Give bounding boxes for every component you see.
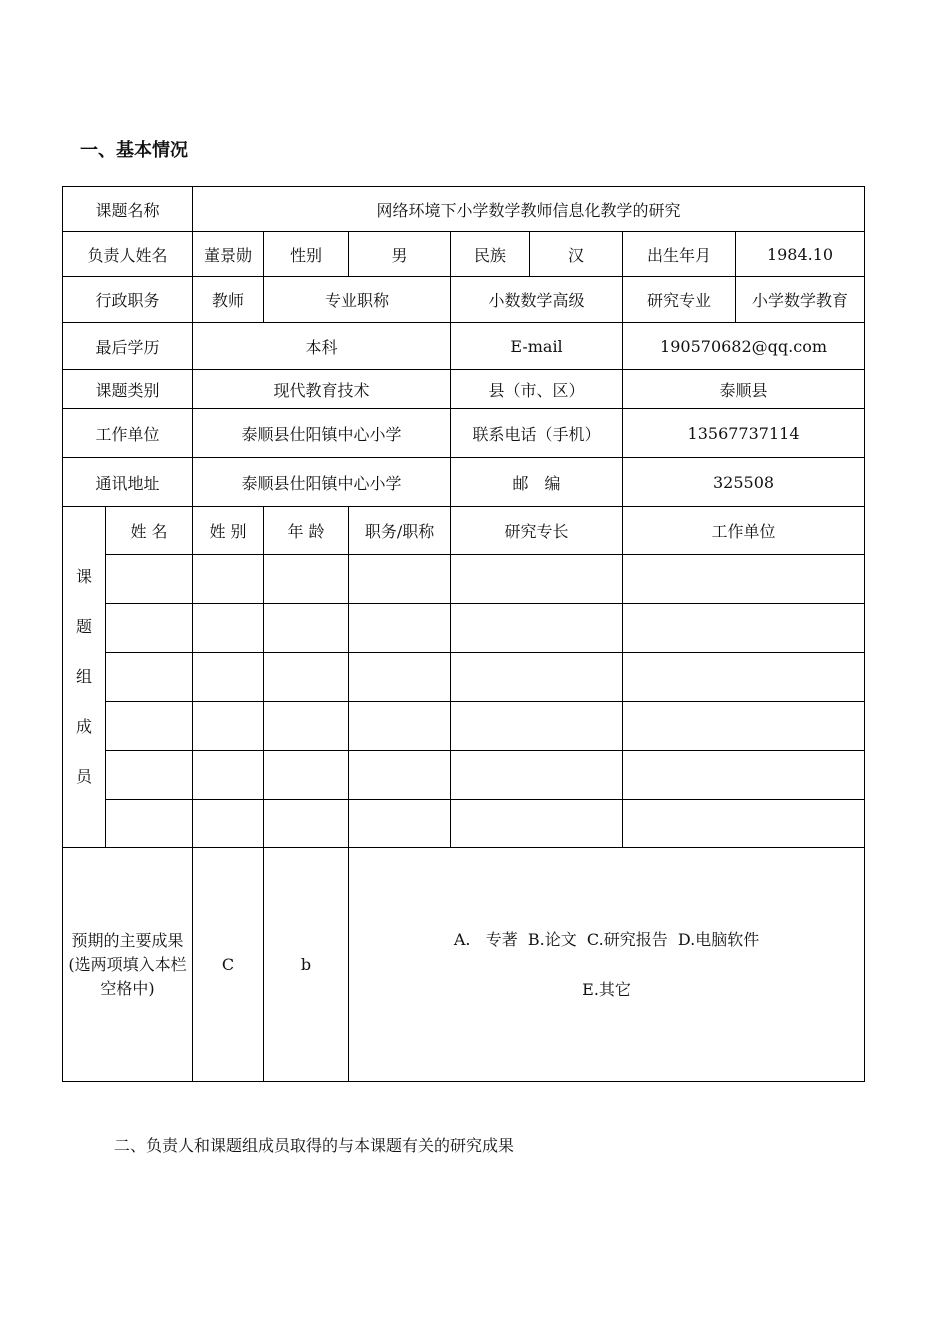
leader-name-label: 负责人姓名 <box>63 232 193 277</box>
row-address <box>63 458 865 507</box>
member-cell[interactable] <box>264 751 349 800</box>
research-specialty-value: 小学数学教育 <box>736 277 865 323</box>
zip-label: 邮 编 <box>451 458 623 507</box>
member-cell[interactable] <box>106 604 193 653</box>
expected-results-label: 预期的主要成果(选两项填入本栏空格中) <box>63 848 193 1082</box>
member-header-specialty: 研究专长 <box>451 507 623 555</box>
member-cell[interactable] <box>193 653 264 702</box>
ethnicity-value: 汉 <box>530 232 623 277</box>
email-label: E-mail <box>451 323 623 370</box>
row-category <box>63 370 865 409</box>
member-cell[interactable] <box>349 604 451 653</box>
section-1-title: 一、基本情况 <box>80 140 188 161</box>
row-position <box>63 277 865 323</box>
member-cell[interactable] <box>193 800 264 848</box>
member-cell[interactable] <box>264 604 349 653</box>
result-choice-1[interactable]: C <box>193 848 264 1082</box>
member-cell[interactable] <box>623 653 865 702</box>
email-value: 190570682@qq.com <box>623 323 865 370</box>
member-cell[interactable] <box>193 702 264 751</box>
member-cell[interactable] <box>264 800 349 848</box>
phone-label: 联系电话（手机） <box>451 409 623 458</box>
category-label: 课题类别 <box>63 370 193 409</box>
project-title-value: 网络环境下小学数学教师信息化教学的研究 <box>193 187 865 232</box>
basic-info-table <box>62 186 865 1082</box>
member-cell[interactable] <box>264 555 349 604</box>
member-cell[interactable] <box>451 751 623 800</box>
county-value: 泰顺县 <box>623 370 865 409</box>
member-cell[interactable] <box>623 702 865 751</box>
members-header-row <box>63 507 865 555</box>
education-value: 本科 <box>193 323 451 370</box>
member-row <box>63 751 865 800</box>
professional-title-value: 小数数学高级 <box>451 277 623 323</box>
zip-value: 325508 <box>623 458 865 507</box>
member-cell[interactable] <box>349 555 451 604</box>
member-header-age: 年 龄 <box>264 507 349 555</box>
member-cell[interactable] <box>264 702 349 751</box>
project-title-label: 课题名称 <box>63 187 193 232</box>
research-specialty-label: 研究专业 <box>623 277 736 323</box>
row-work-unit <box>63 409 865 458</box>
member-header-name: 姓 名 <box>106 507 193 555</box>
row-expected-results <box>63 848 865 1082</box>
leader-name-value: 董景勋 <box>193 232 264 277</box>
section-2-title: 二、负责人和课题组成员取得的与本课题有关的研究成果 <box>114 1136 515 1155</box>
row-leader <box>63 232 865 277</box>
education-label: 最后学历 <box>63 323 193 370</box>
member-cell[interactable] <box>349 800 451 848</box>
member-row <box>63 800 865 848</box>
member-cell[interactable] <box>193 604 264 653</box>
member-cell[interactable] <box>106 555 193 604</box>
gender-label: 性别 <box>264 232 349 277</box>
member-row <box>63 555 865 604</box>
member-header-title: 职务/职称 <box>349 507 451 555</box>
member-cell[interactable] <box>193 751 264 800</box>
member-cell[interactable] <box>106 702 193 751</box>
work-unit-label: 工作单位 <box>63 409 193 458</box>
member-cell[interactable] <box>106 653 193 702</box>
row-education <box>63 323 865 370</box>
member-cell[interactable] <box>451 555 623 604</box>
member-cell[interactable] <box>451 604 623 653</box>
address-label: 通讯地址 <box>63 458 193 507</box>
member-header-work-unit: 工作单位 <box>623 507 865 555</box>
member-cell[interactable] <box>623 555 865 604</box>
gender-value: 男 <box>349 232 451 277</box>
member-cell[interactable] <box>193 555 264 604</box>
address-value: 泰顺县仕阳镇中心小学 <box>193 458 451 507</box>
member-cell[interactable] <box>106 751 193 800</box>
result-options-line-1: A. 专著 B.论文 C.研究报告 D.电脑软件 <box>453 929 760 949</box>
member-cell[interactable] <box>623 604 865 653</box>
result-options <box>349 848 865 1082</box>
member-cell[interactable] <box>264 653 349 702</box>
admin-position-value: 教师 <box>193 277 264 323</box>
member-cell[interactable] <box>451 702 623 751</box>
result-choice-2[interactable]: b <box>264 848 349 1082</box>
member-cell[interactable] <box>106 800 193 848</box>
ethnicity-label: 民族 <box>451 232 530 277</box>
member-cell[interactable] <box>623 751 865 800</box>
member-row <box>63 604 865 653</box>
member-cell[interactable] <box>349 702 451 751</box>
members-side-label: 课 题 组 成 员 <box>63 507 106 848</box>
professional-title-label: 专业职称 <box>264 277 451 323</box>
member-row <box>63 702 865 751</box>
member-cell[interactable] <box>451 653 623 702</box>
member-cell[interactable] <box>451 800 623 848</box>
birth-label: 出生年月 <box>623 232 736 277</box>
member-cell[interactable] <box>623 800 865 848</box>
county-label: 县（市、区） <box>451 370 623 409</box>
admin-position-label: 行政职务 <box>63 277 193 323</box>
birth-value: 1984.10 <box>736 232 865 277</box>
member-cell[interactable] <box>349 653 451 702</box>
member-header-gender: 姓 别 <box>193 507 264 555</box>
member-row <box>63 653 865 702</box>
row-project-title <box>63 187 865 232</box>
work-unit-value: 泰顺县仕阳镇中心小学 <box>193 409 451 458</box>
member-cell[interactable] <box>349 751 451 800</box>
category-value: 现代教育技术 <box>193 370 451 409</box>
result-options-line-2: E.其它 <box>582 979 631 999</box>
phone-value: 13567737114 <box>623 409 865 458</box>
